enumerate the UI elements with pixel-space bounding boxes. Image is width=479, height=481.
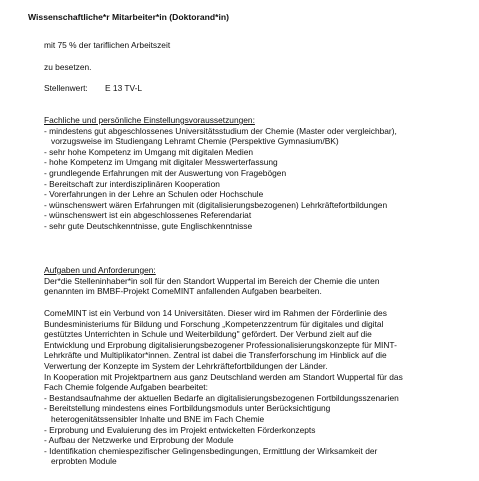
project-paragraph-line: Lehrkräfte und Multiplikator*innen. Zentral ist dabei die Transferforschung im Hinblick auf die [44,350,387,361]
task-item: heterogenitätssensibler Inhalte und BNE im Fach Chemie [51,413,265,424]
task-item: - Aufbau der Netzwerke und Erprobung der Module [44,435,234,446]
requirement-item: - hohe Kompetenz im Umgang mit digitaler Messwerterfassung [44,157,278,168]
requirements-heading: Fachliche und persönliche Einstellungsvoraussetzungen: [44,115,255,125]
working-time-line: mit 75 % der tariflichen Arbeitszeit [44,40,171,50]
task-item: - Bestandsaufnahme der aktuellen Bedarfe an digitalisierungsbezogenen Fortbildungsszenarien [44,392,399,403]
project-paragraph-line: Verwertung der Konzepte im System der Lehrkräftefortbildungen der Länder. [44,360,328,371]
requirement-item: - sehr hohe Kompetenz im Umgang mit digitalen Medien [44,146,254,157]
requirement-item: - grundlegende Erfahrungen mit der Auswertung von Fragebögen [44,167,287,178]
tasks-heading: Aufgaben und Anforderungen: [44,265,156,275]
task-item: - Erprobung und Evaluierung des im Projekt entwickelten Förderkonzepts [44,424,316,435]
requirement-item: - mindestens gut abgeschlossenes Universitätsstudium der Chemie (Master oder vergleichbar), [44,125,397,136]
requirement-item: - sehr gute Deutschkenntnisse, gute Englischkenntnisse [44,220,253,231]
project-paragraph-line: Bundesministeriums für Bildung und Forschung „Kompetenzzentrum für digitales und digital [44,318,384,329]
requirement-item: - Bereitschaft zur interdisziplinären Kooperation [44,178,220,189]
tasks-intro-line: genannten im BMBF-Projekt ComeMINT anfallenden Aufgaben bearbeiten. [44,286,322,297]
salary-grade-value: E 13 TV-L [105,83,143,93]
requirement-item: - Vorerfahrungen in der Lehre an Schulen oder Hochschule [44,189,264,200]
task-item: erprobten Module [51,456,117,467]
task-item: - Bereitstellung mindestens eines Fortbildungsmoduls unter Berücksichtigung [44,403,331,414]
requirement-item: - wünschenswert wären Erfahrungen mit (digitalisierungsbezogenen) Lehrkräftefortbildungen [44,199,388,210]
project-paragraph-line: ComeMINT ist ein Verbund von 14 Universitäten. Dieser wird im Rahmen der Förderlinie des [44,308,387,318]
tasks-section [44,265,464,297]
project-paragraph-line: In Kooperation mit Projektpartnern aus ganz Deutschland werden am Standort Wuppertal für das [44,371,403,382]
requirement-item: vorzugsweise im Studiengang Lehramt Chemie (Perspektive Gymnasium/BK) [51,136,339,147]
requirements-section [44,115,464,232]
job-title: Wissenschaftliche*r Mitarbeiter*in (Doktorand*in) [28,12,229,22]
project-description [44,308,464,467]
to-be-filled-line: zu besetzen. [44,62,92,72]
tasks-intro-line: Der*die Stelleninhaber*in soll für den Standort Wuppertal im Bereich der Chemie die unten [44,275,380,286]
project-paragraph-line: Entwicklung und Erprobung digitalisierungsbezogener Professionalisierungskonzepte für MINT- [44,339,397,350]
project-paragraph-line: Fach Chemie folgende Aufgaben bearbeitet: [44,382,208,393]
project-paragraph-line: gestütztes Unterrichten in Schule und Weiterbildung" gefördert. Der Verbund zielt auf die [44,329,372,340]
salary-grade-label: Stellenwert: [44,83,88,93]
requirement-item: - wünschenswert ist ein abgeschlossenes Referendariat [44,210,252,221]
task-item: - Identifikation chemiespezifischer Gelingensbedingungen, Ermittlung der Wirksamkeit der [44,445,378,456]
